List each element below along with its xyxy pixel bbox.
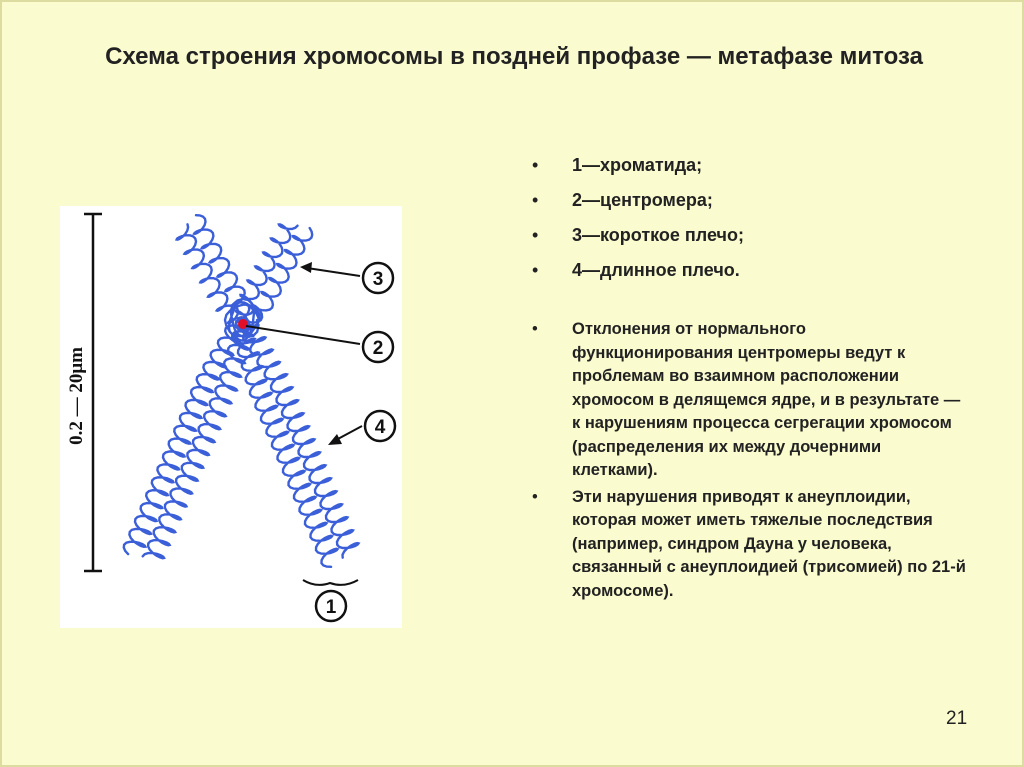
note-aneuploidy: • Эти нарушения приводят к анеуплоидии, которая может иметь тяжелые последствия (например, синдром Дауна у человека, связанный с анеуплоидией (трисомией) по 21-й хромосоме).	[530, 486, 970, 604]
slide-title: Схема строения хромосомы в поздней профазе — метафазе митоза	[105, 43, 923, 70]
chromatid-coils	[124, 215, 359, 567]
long-arm-left-chromatid-1	[143, 321, 253, 558]
callout-3-arrowhead	[300, 262, 312, 273]
callout-3-label: 3	[372, 269, 384, 290]
scale-label: 0.2 — 20μm	[66, 347, 87, 445]
note-centromere-dysfunction: • Отклонения от нормального функционирования центромеры ведут к проблемам во взаимном расположении хромосом в делящемся ядре, и в результате — к нарушениям процесса сегрегации хромосом (распределения их между дочерними клетками).	[530, 318, 970, 483]
page-number: 21	[946, 708, 968, 729]
callout-4-label: 4	[374, 417, 386, 438]
notes-list	[530, 318, 970, 606]
callout-3-arrow	[307, 268, 360, 276]
legend-list	[530, 154, 970, 294]
legend-item-long-arm: • 4—длинное плечо.	[530, 259, 970, 281]
callout-2-pointer	[246, 326, 360, 344]
centromere-dot	[238, 319, 248, 329]
callout-4-arrow	[336, 426, 362, 440]
legend-item-short-arm: • 3—короткое плечо;	[530, 224, 970, 246]
callout-4-arrowhead	[328, 434, 342, 445]
legend-item-centromere: • 2—центромера;	[530, 189, 970, 211]
callout-1-label: 1	[325, 597, 337, 618]
legend-item-chromatid: • 1—хроматида;	[530, 154, 970, 176]
callout-2-label: 2	[372, 338, 384, 359]
callout-1-bracket	[303, 580, 358, 585]
chromosome-figure	[60, 206, 402, 628]
long-arm-right-chromatid-2	[234, 325, 337, 567]
